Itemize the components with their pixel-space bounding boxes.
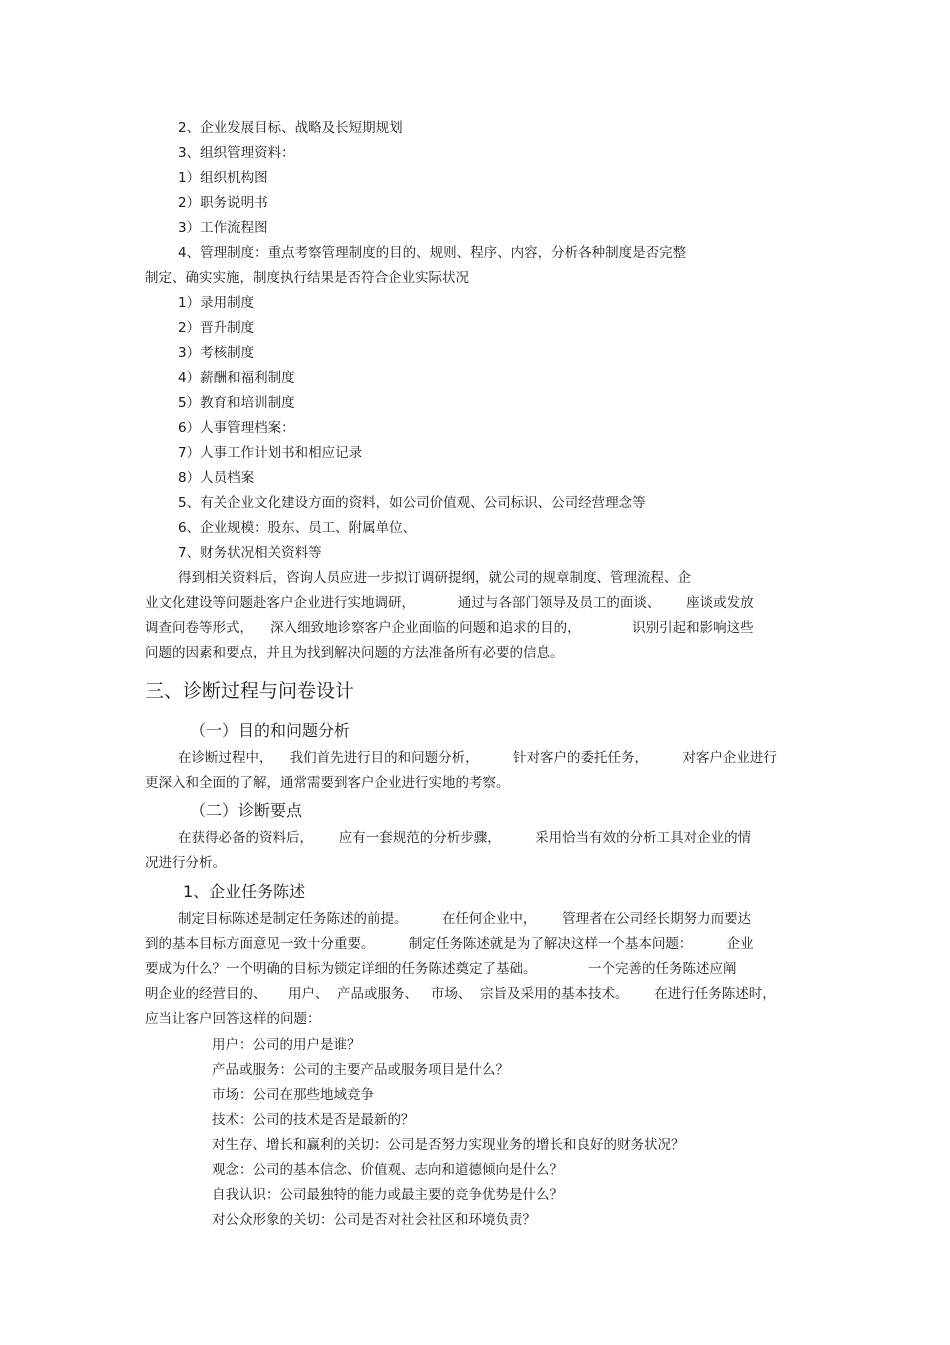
subsection-heading: （二）诊断要点 <box>190 801 303 820</box>
paragraph-line: 得到相关资料后，咨询人员应进一步拟订调研提纲，就公司的规章制度、管理流程、企 <box>178 570 691 586</box>
paragraph-line: 明企业的经营目的、 用户、 产品或服务、 市场、 宗旨及采用的基本技术。 在进行任务陈述时， <box>145 986 776 1002</box>
paragraph-line: 更深入和全面的了解，通常需要到客户企业进行实地的考察。 <box>145 775 510 791</box>
list-item: 6、企业规模：股东、员工、附属单位、 <box>178 520 417 536</box>
question-item: 市场：公司在那些地域竞争 <box>212 1087 374 1103</box>
list-item: 5、有关企业文化建设方面的资料，如公司价值观、公司标识、公司经营理念等 <box>178 495 646 511</box>
list-item: 3、组织管理资料： <box>178 145 295 161</box>
question-item: 对公众形象的关切：公司是否对社会社区和环境负责？ <box>212 1212 536 1228</box>
paragraph-line: 制定目标陈述是制定任务陈述的前提。 在任何企业中， 管理者在公司经长期努力而要达 <box>178 911 752 927</box>
list-item: 2、企业发展目标、战略及长短期规划 <box>178 120 403 136</box>
list-item: 7、财务状况相关资料等 <box>178 545 322 561</box>
paragraph-line: 问题的因素和要点，并且为找到解决问题的方法准备所有必要的信息。 <box>145 645 564 661</box>
question-item: 产品或服务：公司的主要产品或服务项目是什么？ <box>212 1062 509 1078</box>
paragraph-line: 况进行分析。 <box>145 855 226 871</box>
list-item: 5）教育和培训制度 <box>178 395 295 411</box>
paragraph-line: 应当让客户回答这样的问题： <box>145 1011 321 1027</box>
list-item: 1）录用制度 <box>178 295 255 311</box>
subsection-heading: 1、企业任务陈述 <box>183 882 306 901</box>
question-item: 对生存、增长和赢利的关切：公司是否努力实现业务的增长和良好的财务状况？ <box>212 1137 685 1153</box>
list-item: 4）薪酬和福利制度 <box>178 370 295 386</box>
paragraph-line: 要成为什么？一个明确的目标为锁定详细的任务陈述奠定了基础。 一个完善的任务陈述应阐 <box>145 961 737 977</box>
question-item: 用户：公司的用户是谁？ <box>212 1037 361 1053</box>
list-item-continuation: 制定、确实实施，制度执行结果是否符合企业实际状况 <box>145 270 469 286</box>
section-heading: 三、诊断过程与问卷设计 <box>145 680 355 702</box>
paragraph-line: 到的基本目标方面意见一致十分重要。 制定任务陈述就是为了解决这样一个基本问题： 企业 <box>145 936 754 952</box>
paragraph-line: 调查问卷等形式， 深入细致地诊察客户企业面临的问题和追求的目的， 识别引起和影响这些 <box>145 620 754 636</box>
list-item: 2）职务说明书 <box>178 195 268 211</box>
question-item: 观念：公司的基本信念、价值观、志向和道德倾向是什么？ <box>212 1162 563 1178</box>
list-item: 3）工作流程图 <box>178 220 268 236</box>
list-item: 6）人事管理档案： <box>178 420 295 436</box>
list-item: 4、管理制度：重点考察管理制度的目的、规则、程序、内容，分析各种制度是否完整 <box>178 245 687 261</box>
paragraph-line: 业文化建设等问题赴客户企业进行实地调研， 通过与各部门领导及员工的面谈、 座谈或发放 <box>145 595 754 611</box>
subsection-heading: （一）目的和问题分析 <box>190 721 351 740</box>
paragraph-line: 在获得必备的资料后， 应有一套规范的分析步骤， 采用恰当有效的分析工具对企业的情 <box>178 830 752 846</box>
list-item: 7）人事工作计划书和相应记录 <box>178 445 363 461</box>
list-item: 2）晋升制度 <box>178 320 255 336</box>
list-item: 8）人员档案 <box>178 470 255 486</box>
paragraph-line: 在诊断过程中， 我们首先进行目的和问题分析， 针对客户的委托任务， 对客户企业进行 <box>178 750 777 766</box>
list-item: 1）组织机构图 <box>178 170 268 186</box>
question-item: 技术：公司的技术是否是最新的？ <box>212 1112 415 1128</box>
question-item: 自我认识：公司最独特的能力或最主要的竞争优势是什么？ <box>212 1187 563 1203</box>
list-item: 3）考核制度 <box>178 345 255 361</box>
